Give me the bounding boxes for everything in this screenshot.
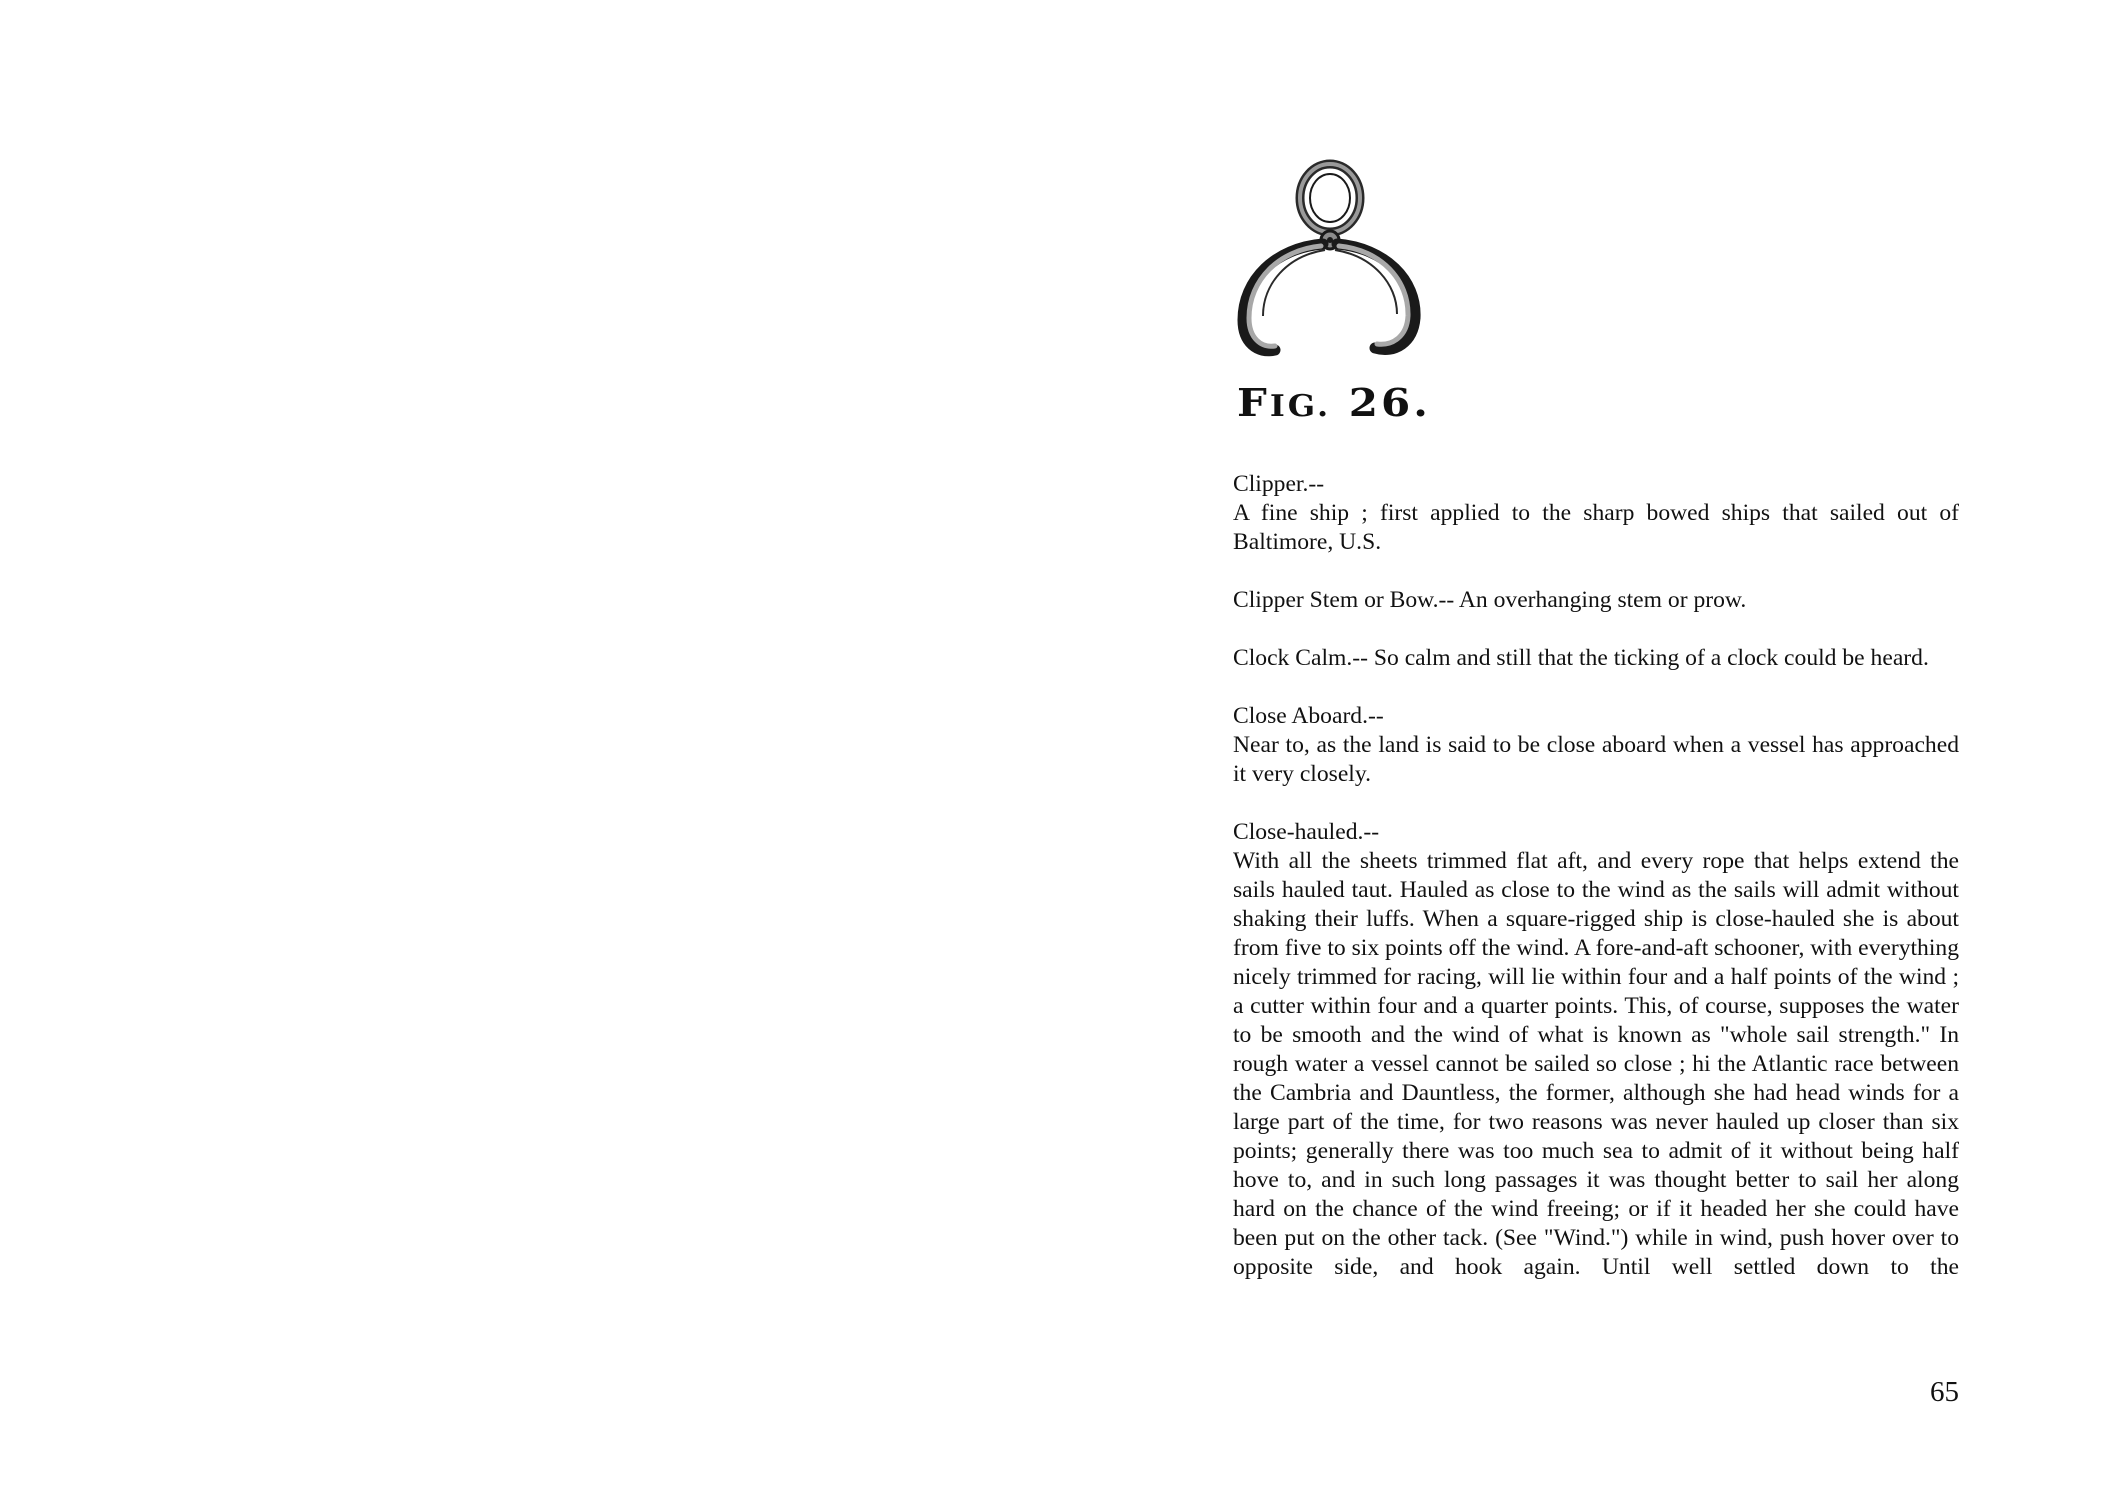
entry-term: Close-hauled.-- [1233,819,1380,845]
glossary-entries [1233,470,1959,1282]
figure-26 [1235,150,1435,432]
entry-clipper-stem [1233,586,1959,615]
entry-term: Clipper Stem or Bow.-- [1233,587,1459,613]
entry-definition: An overhanging stem or prow. [1458,587,1747,613]
entry-clipper [1233,470,1959,557]
entry-clock-calm [1233,644,1959,673]
entry-term: Close Aboard.-- [1233,703,1384,729]
figure-caption [1237,380,1431,426]
caption-initial: F [1237,380,1270,426]
entry-close-hauled [1233,818,1959,1282]
caption-rest: IG. [1269,388,1332,424]
entry-close-aboard [1233,702,1959,789]
entry-term: Clipper.-- [1233,471,1325,497]
right-text-column [1233,150,1959,1311]
entry-term: Clock Calm.-- [1233,645,1374,671]
entry-definition: A fine ship ; first applied to the sharp bowed ships that sailed out of Baltimore, U.S. [1233,500,1959,555]
clip-hook-illustration [1235,150,1435,360]
entry-definition: Near to, as the land is said to be close aboard when a vessel has approached it very closely. [1233,732,1959,787]
entry-definition: So calm and still that the ticking of a clock could be heard. [1373,645,1929,671]
caption-number: 26. [1348,380,1431,426]
page-number: 65 [1930,1376,1959,1408]
entry-definition: With all the sheets trimmed flat aft, and every rope that helps extend the sails hauled taut. Hauled as close to the wind as the sails will admit without shaking their luffs. When a square-rigged ship is close-hauled she is about from five to six points off the wind. A fore-and-aft schooner, with everything nicely trimmed for racing, will lie within four and a half points of the wind ; a cutter within four and a quarter points. This, of course, supposes the water to be smooth and the wind of what is known as "whole sail strength." In rough water a vessel cannot be sailed so close ; hi the Atlantic race between the Cambria and Dauntless, the former, although she had head winds for a large part of the time, for two reasons was never hauled up closer than six points; generally there was too much sea to admit of it without being half hove to, and in such long passages it was thought better to sail her along hard on the chance of the wind freeing; or if it headed her she could have been put on the other tack. (See "Wind.") while in wind, push hover over to opposite side, and hook again. Until well settled down to the [1233,848,1959,1280]
